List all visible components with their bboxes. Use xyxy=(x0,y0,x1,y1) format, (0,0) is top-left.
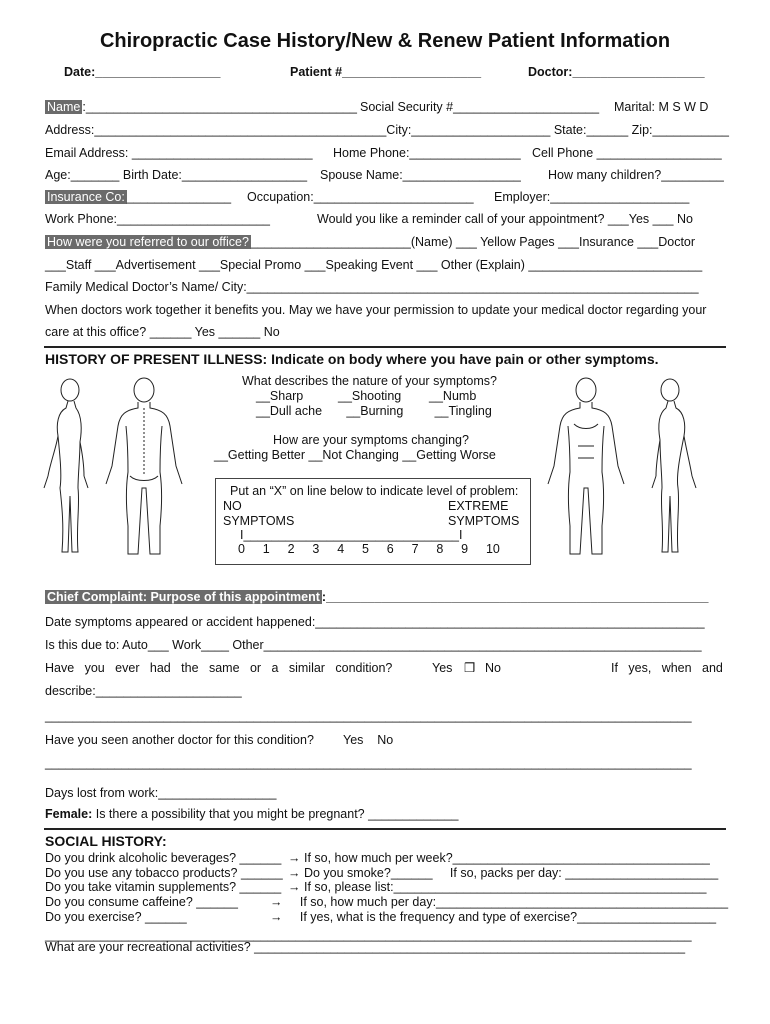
scale-right-label-2: SYMPTOMS xyxy=(448,514,520,528)
permission-answer[interactable]: care at this office? ______ Yes ______ No xyxy=(45,325,280,339)
recreational-field[interactable]: What are your recreational activities? ______________________________________________________________ xyxy=(45,940,686,954)
alcohol-amount-field[interactable]: → If so, how much per week?_____________________________________ xyxy=(288,851,710,865)
if-yes-text: If yes, when and xyxy=(611,661,723,675)
section-divider xyxy=(44,828,726,830)
caffeine-question[interactable]: Do you consume caffeine? ______ xyxy=(45,895,238,909)
changing-question: How are your symptoms changing? xyxy=(273,433,469,447)
chief-complaint-label: Chief Complaint: Purpose of this appointment xyxy=(47,590,320,604)
address-field[interactable]: Address:__________________________________________City:____________________ State:______ Zip:___________ xyxy=(45,123,729,137)
social-history-heading: SOCIAL HISTORY: xyxy=(45,833,167,849)
occupation-field[interactable]: Occupation:_______________________ xyxy=(247,190,474,204)
similar-no[interactable]: No xyxy=(485,661,501,675)
scale-number[interactable]: 10 xyxy=(485,542,500,556)
symptom-scale-box xyxy=(215,478,531,565)
ssn-field[interactable]: Social Security #_____________________ xyxy=(360,100,600,114)
scale-number[interactable]: 7 xyxy=(411,542,419,556)
scale-number[interactable]: 8 xyxy=(436,542,444,556)
nature-options-2[interactable]: __Dull ache __Burning __Tingling xyxy=(256,404,492,418)
page-title: Chiropractic Case History/New & Renew Patient Information xyxy=(99,30,671,52)
exercise-question[interactable]: Do you exercise? ______ xyxy=(45,910,187,924)
present-illness-heading: HISTORY OF PRESENT ILLNESS: Indicate on body where you have pain or other symptoms. xyxy=(45,351,659,367)
name-label: Name xyxy=(47,100,81,114)
referred-field[interactable]: _______________________(Name) ___ Yellow Pages ___Insurance ___Doctor xyxy=(250,235,696,249)
spouse-field[interactable]: Spouse Name:_________________ xyxy=(320,168,521,182)
patient-number-field[interactable]: Patient #____________________ xyxy=(290,65,482,79)
nature-options-1[interactable]: __Sharp __Shooting __Numb xyxy=(256,389,477,403)
smoke-field[interactable]: → Do you smoke?______ If so, packs per day: ______________________ xyxy=(288,866,719,880)
work-phone-field[interactable]: Work Phone:______________________ xyxy=(45,212,270,226)
body-back-view-figure[interactable] xyxy=(98,376,190,562)
referral-options[interactable]: ___Staff ___Advertisement ___Special Promo ___Speaking Event ___ Other (Explain) _________________________ xyxy=(45,258,703,272)
body-front-view-figure[interactable] xyxy=(540,376,632,562)
date-symptoms-field[interactable]: Date symptoms appeared or accident happened:________________________________________________________ xyxy=(45,615,705,629)
employer-field[interactable]: Employer:____________________ xyxy=(494,190,690,204)
scale-number[interactable]: 9 xyxy=(461,542,469,556)
referred-label: How were you referred to our office? xyxy=(47,235,249,249)
vitamin-list-field[interactable]: → If so, please list:_____________________________________________ xyxy=(288,880,707,894)
body-side-view-right-figure[interactable] xyxy=(644,376,700,562)
scale-left-label-2: SYMPTOMS xyxy=(223,514,295,528)
tobacco-question[interactable]: Do you use any tobacco products? ______ xyxy=(45,866,283,880)
scale-number[interactable]: 4 xyxy=(337,542,345,556)
children-field[interactable]: How many children?_________ xyxy=(548,168,724,182)
scale-line[interactable]: I_______________________________I xyxy=(240,528,463,542)
scale-left-label-1: NO xyxy=(223,499,242,513)
vitamin-question[interactable]: Do you take vitamin supplements? ______ xyxy=(45,880,282,894)
scale-number[interactable]: 5 xyxy=(361,542,369,556)
another-doctor-yes-no[interactable]: Yes No xyxy=(343,733,394,747)
scale-numbers xyxy=(238,542,500,557)
scale-number[interactable]: 3 xyxy=(312,542,320,556)
section-divider xyxy=(44,346,726,348)
insurance-label: Insurance Co: xyxy=(47,190,125,204)
date-field[interactable]: Date:__________________ xyxy=(64,65,221,79)
female-label: Female: xyxy=(45,807,93,821)
reminder-call-field[interactable]: Would you like a reminder call of your appointment? ___Yes ___ No xyxy=(317,212,693,226)
email-field[interactable]: Email Address: __________________________ xyxy=(45,146,313,160)
scale-instruction: Put an “X” on line below to indicate level of problem: xyxy=(230,484,519,498)
exercise-frequency-field[interactable]: → If yes, what is the frequency and type of exercise?____________________ xyxy=(270,910,717,924)
social-blank-line[interactable]: _____________________________________________________________________________________________ xyxy=(45,928,692,942)
another-doctor-question: Have you seen another doctor for this condition? xyxy=(45,733,314,747)
chief-complaint-field[interactable]: :_______________________________________________________ xyxy=(321,590,709,604)
due-to-field[interactable]: Is this due to: Auto___ Work____ Other_______________________________________________________________ xyxy=(45,638,702,652)
scale-number[interactable]: 1 xyxy=(262,542,270,556)
home-phone-field[interactable]: Home Phone:________________ xyxy=(333,146,521,160)
name-field[interactable]: :_______________________________________ xyxy=(82,100,357,114)
caffeine-amount-field[interactable]: → If so, how much per day:__________________________________________ xyxy=(270,895,729,909)
cell-phone-field[interactable]: Cell Phone __________________ xyxy=(532,146,722,160)
changing-options[interactable]: __Getting Better __Not Changing __Getting Worse xyxy=(214,448,496,462)
describe-field[interactable]: describe:_____________________ xyxy=(45,684,242,698)
alcohol-question[interactable]: Do you drink alcoholic beverages? ______ xyxy=(45,851,282,865)
checkbox-icon[interactable]: ❒ xyxy=(464,661,476,675)
days-lost-field[interactable]: Days lost from work:_________________ xyxy=(45,786,277,800)
permission-text: When doctors work together it benefits you. May we have your permission to update your medical doctor regarding your xyxy=(45,303,707,317)
similar-condition-question: Have you ever had the same or a similar condition? xyxy=(45,661,393,675)
age-birthdate-field[interactable]: Age:_______ Birth Date:__________________ xyxy=(45,168,308,182)
insurance-field[interactable]: _______________ xyxy=(126,190,232,204)
pregnancy-question[interactable]: Is there a possibility that you might be pregnant? _____________ xyxy=(92,807,459,821)
body-side-view-left-figure[interactable] xyxy=(38,376,98,562)
family-doctor-field[interactable]: Family Medical Doctor’s Name/ City:_________________________________________________________________ xyxy=(45,280,699,294)
doctor-field[interactable]: Doctor:___________________ xyxy=(528,65,705,79)
similar-yes[interactable]: Yes xyxy=(432,661,453,675)
scale-right-label-1: EXTREME xyxy=(448,499,509,513)
marital-field[interactable]: Marital: M S W D xyxy=(614,100,709,114)
nature-question: What describes the nature of your symptoms? xyxy=(242,374,497,388)
scale-number[interactable]: 2 xyxy=(287,542,295,556)
describe-continuation-line[interactable]: _____________________________________________________________________________________________ xyxy=(45,709,692,723)
scale-number[interactable]: 6 xyxy=(386,542,394,556)
another-doctor-line[interactable]: _____________________________________________________________________________________________ xyxy=(45,756,692,770)
scale-number[interactable]: 0 xyxy=(238,542,245,556)
